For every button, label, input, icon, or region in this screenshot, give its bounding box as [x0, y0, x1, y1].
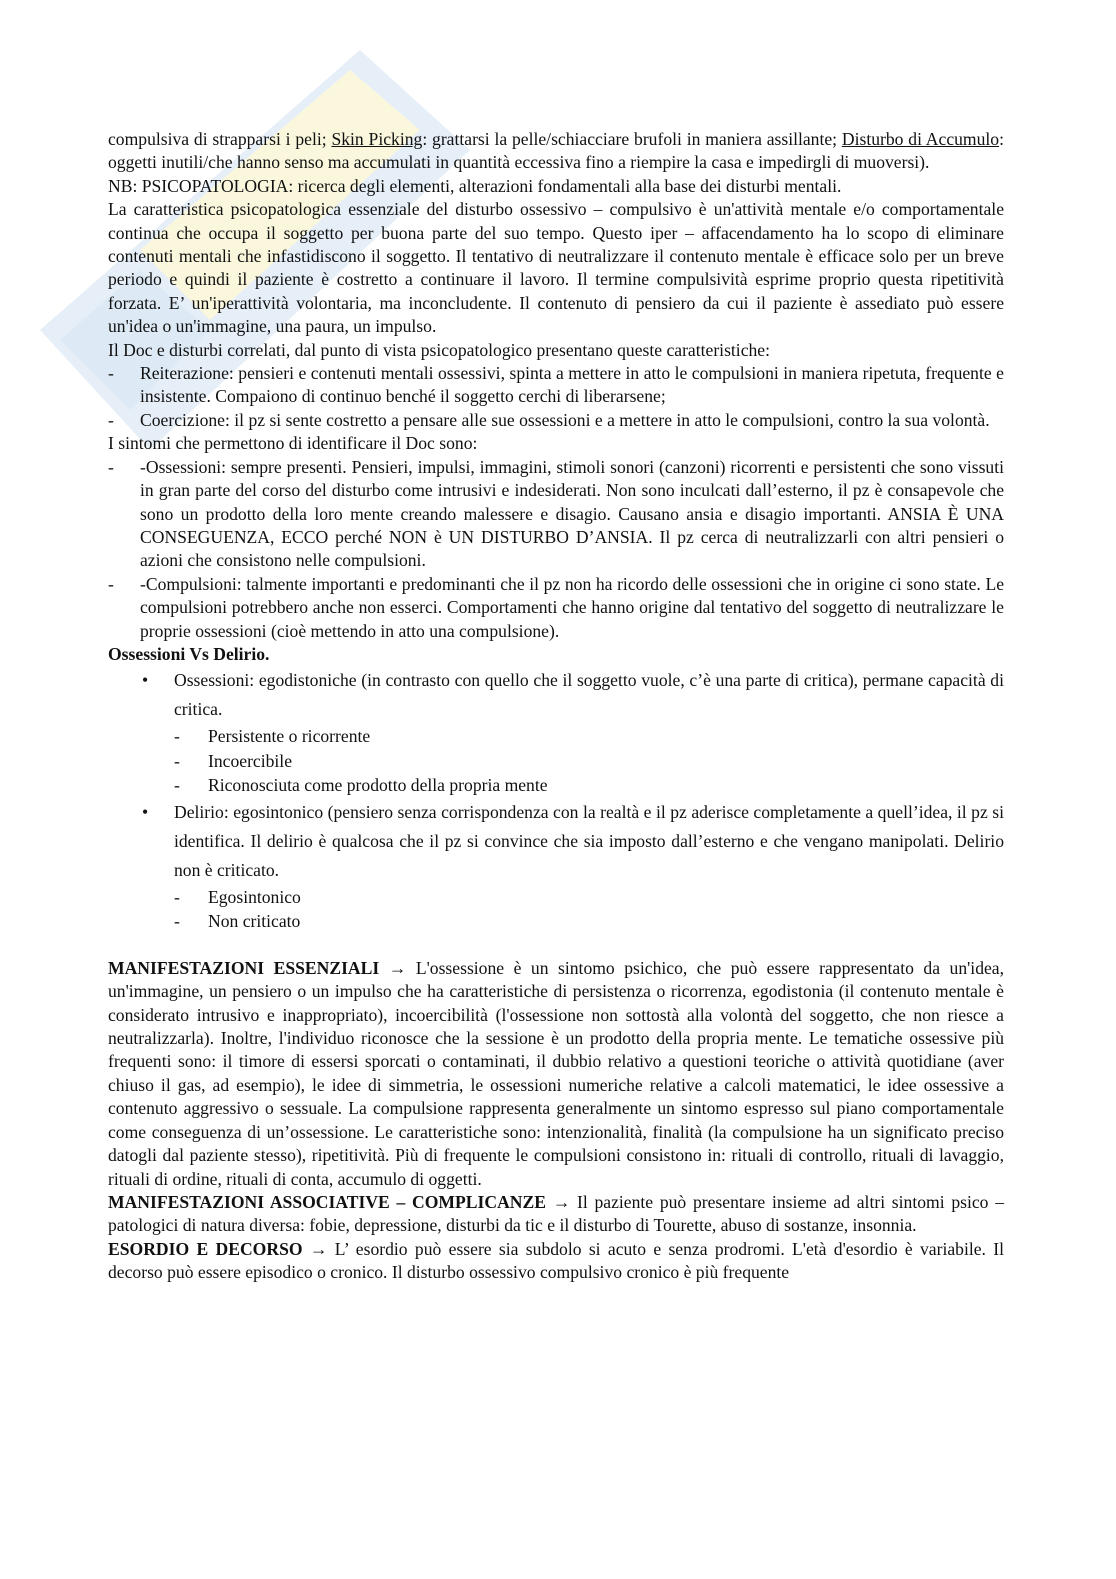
caratteristiche-list	[108, 362, 1004, 432]
paragraph-caratteristica: La caratteristica psicopatologica essenziale del disturbo ossessivo – compulsivo è un'attività mentale e/o comportamentale continua che occupa il soggetto per buona parte del suo tempo. Questo iper – affacendamento ha lo scopo di eliminare contenuti mentali che infastidiscono il soggetto. Il tentativo di neutralizzare il contenuto mentale è efficace solo per un breve periodo e quindi il paziente è costretto a continuare il lavoro. Il termine compulsività esprime proprio questa ripetitività forzata. E’ un'iperattività volontaria, ma inconcludente. Il contenuto di pensiero da cui il paziente è assediato può essere un'idea o un'immagine, una paura, un impulso.	[108, 199, 1004, 337]
sintomi-list	[108, 456, 1004, 643]
bullet-ossessioni	[108, 666, 1004, 798]
section-title: MANIFESTAZIONI ESSENZIALI	[108, 957, 380, 978]
arrow-icon: →	[552, 1191, 571, 1212]
paragraph-manifestazioni-essenziali	[108, 957, 1004, 1191]
section-title: ESORDIO E DECORSO	[108, 1238, 303, 1259]
bullet-text: Delirio: egosintonico (pensiero senza corrispondenza con la realtà e il pz aderisce completamente a quell’idea, il pz si identifica. Il delirio è qualcosa che il pz si convince che sia imposto dall’esterno e che vengano manipolati. Delirio non è criticato.	[174, 801, 1004, 880]
list-item: - Coercizione: il pz si sente costretto a pensare alle sue ossessioni e a mettere in atto le compulsioni, contro la sua volontà.	[108, 409, 1004, 432]
text-span: : oggetti inutili/che hanno senso ma accumulati in quantità eccessiva fino a riempire la casa e impedirgli di muoversi).	[108, 129, 1004, 173]
list-item: - Egosintonico	[174, 885, 1004, 910]
spacer	[108, 934, 1004, 957]
section-text: L'ossessione è un sintomo psichico, che può essere rappresentato da un'idea, un'immagine, un pensiero o un impulso che ha caratteristiche di persistenza o ricorrenza, egodistonia (il contenuto mentale è considerato intrusivo e inappropriato), incoercibilità (l'ossessione non sottostà alla volontà del soggetto, che non riesce a neutralizzarla). Inoltre, l'individuo riconosce che la sessione è un prodotto della propria mente. Le tematiche ossessive più frequenti sono: il timore di essersi sporcati o contaminati, il dubbio relativo a questioni teoriche o attività quotidiane (aver chiuso il gas, ad esempio), le idee di simmetria, le ossessioni numeriche relative a calcoli matematici, le idee ossessive a contenuto aggressivo o sessuale. La compulsione rappresenta generalmente un sintomo espresso sul piano comportamentale come conseguenza di un’ossessione. Le caratteristiche sono: intenzionalità, finalità (la compulsione ha un significato preciso datogli dal paziente stesso), ripetitività. Più di frequente le compulsioni consistono in: rituali di controllo, rituali di lavaggio, rituali di ordine, rituali di conta, accumulo di oggetti.	[108, 957, 1005, 1189]
ossessioni-delirio-list	[108, 666, 1004, 934]
list-item: - Persistente o ricorrente	[174, 724, 1004, 749]
arrow-icon: →	[309, 1238, 328, 1259]
section-heading-ossessioni-vs-delirio: Ossessioni Vs Delirio.	[108, 643, 270, 664]
bullet-icon: •	[142, 801, 149, 822]
intro-paragraph	[108, 128, 1004, 175]
list-item: - Incoercibile	[174, 749, 1004, 774]
sintomi-intro: I sintomi che permettono di identificare il Doc sono:	[108, 433, 478, 454]
list-item: - Reiterazione: pensieri e contenuti mentali ossessivi, spinta a mettere in atto le compulsioni in maniera ripetuta, frequente e insistente. Compaiono di continuo benché il soggetto cerchi di liberarsene;	[108, 362, 1004, 409]
section-text: Il paziente può presentare insieme ad altri sintomi psico – patologici di natura diversa: fobie, depressione, disturbi da tic e il disturbo di Tourette, abuso di sostanze, insonnia.	[108, 1191, 1004, 1236]
bullet-icon: •	[142, 670, 149, 691]
document-page	[108, 128, 1004, 1285]
paragraph-manifestazioni-associative	[108, 1191, 1004, 1238]
arrow-icon: →	[388, 957, 407, 978]
text-span: compulsiva di strapparsi i peli;	[108, 129, 332, 149]
nb-paragraph: NB: PSICOPATOLOGIA: ricerca degli elementi, alterazioni fondamentali alla base dei disturbi mentali.	[108, 175, 842, 196]
text-span: : grattarsi la pelle/schiacciare brufoli in maniera assillante;	[422, 129, 842, 149]
delirio-sublist	[174, 885, 1004, 934]
list-item: - Non criticato	[174, 909, 1004, 934]
section-title: MANIFESTAZIONI ASSOCIATIVE – COMPLICANZE	[108, 1191, 546, 1212]
ossessioni-sublist	[174, 724, 1004, 798]
list-item: - -Ossessioni: sempre presenti. Pensieri, impulsi, immagini, stimoli sonori (canzoni) ricorrenti e persistenti che sono vissuti in gran parte del corso del disturbo come intrusivi e indesiderati. Non sono inculcati dall’esterno, il pz è consapevole che sono un prodotto della loro mente creando malessere e disagio. Causano ansia e disagio importanti. ANSIA È UNA CONSEGUENZA, ECCO perché NON è UN DISTURBO D’ANSIA. Il pz cerca di neutralizzarli con altri pensieri o azioni che consistono nelle compulsioni.	[108, 456, 1004, 573]
paragraph-esordio-decorso	[108, 1238, 1004, 1285]
list-item: - Riconosciuta come prodotto della propria mente	[174, 773, 1004, 798]
disturbo-accumulo-term: Disturbo di Accumulo	[841, 129, 1000, 149]
section-text: L’ esordio può essere sia subdolo si acuto e senza prodromi. L'età d'esordio è variabile. Il decorso può essere episodico o cronico. Il disturbo ossessivo compulsivo cronico è più frequente	[108, 1238, 1005, 1283]
paragraph-doc-intro: Il Doc e disturbi correlati, dal punto di vista psicopatologico presentano queste caratteristiche:	[108, 339, 770, 360]
bullet-delirio	[108, 798, 1004, 934]
skin-picking-term: Skin Picking	[331, 129, 423, 149]
list-item: - -Compulsioni: talmente importanti e predominanti che il pz non ha ricordo delle ossessioni che in origine ci sono state. Le compulsioni potrebbero anche non esserci. Comportamenti che hanno origine dal tentativo del soggetto di neutralizzare le proprie ossessioni (cioè mettendo in atto una compulsione).	[108, 573, 1004, 643]
bullet-text: Ossessioni: egodistoniche (in contrasto con quello che il soggetto vuole, c’è una parte di critica), permane capacità di critica.	[174, 670, 1004, 720]
